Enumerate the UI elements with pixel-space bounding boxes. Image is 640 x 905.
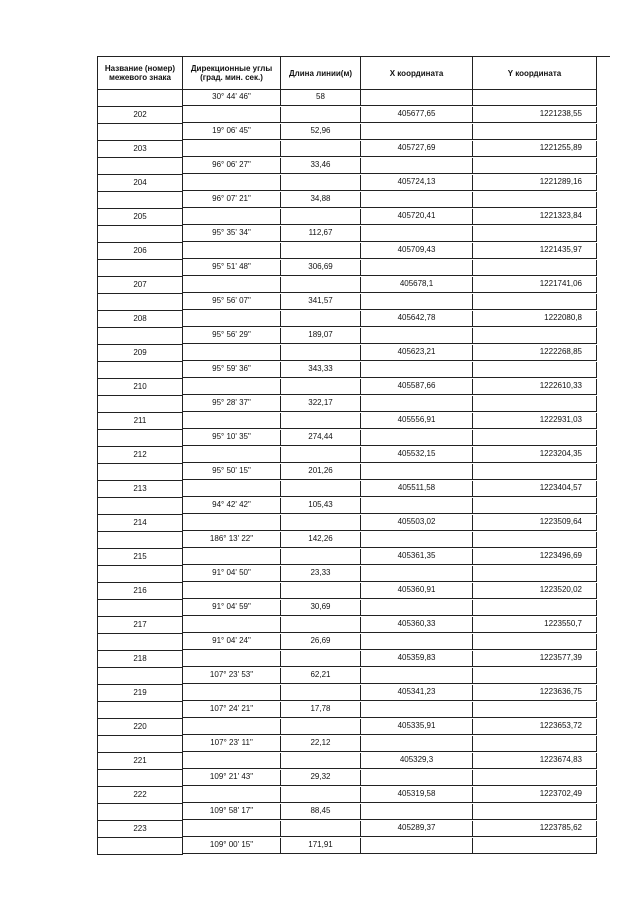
x-coordinate-cell — [361, 124, 473, 140]
line-length: 112,67 — [281, 226, 361, 242]
x-coordinate: 405360,33 — [361, 617, 473, 633]
x-coordinate-cell — [361, 600, 473, 616]
x-coordinate: 405677,65 — [361, 107, 473, 123]
header-angle: Дирекционные углы (град. мин. сек.) — [183, 57, 281, 90]
direction-angle: 91° 04' 59" — [183, 600, 281, 616]
mark-name-cell — [98, 736, 183, 753]
y-coordinate-cell — [473, 770, 597, 786]
x-coordinate-cell — [361, 634, 473, 650]
x-coordinate-cell — [361, 770, 473, 786]
x-coordinate: 405642,78 — [361, 311, 473, 327]
mark-name: 221 — [98, 753, 183, 770]
direction-angle-cell — [183, 549, 281, 565]
line-length-cell — [281, 821, 361, 837]
line-length-cell — [281, 685, 361, 701]
x-coordinate: 405727,69 — [361, 141, 473, 157]
direction-angle: 109° 00' 15" — [183, 838, 281, 854]
mark-name-cell — [98, 600, 183, 617]
line-length-cell — [281, 617, 361, 633]
y-coordinate-cell — [473, 192, 597, 208]
y-coordinate-cell — [473, 838, 597, 854]
y-coordinate: 1221435,97 — [473, 243, 597, 259]
x-coordinate: 405360,91 — [361, 583, 473, 599]
mark-name: 211 — [98, 413, 183, 430]
y-coordinate: 1221238,55 — [473, 107, 597, 123]
y-coordinate-cell — [473, 90, 597, 106]
direction-angle: 95° 51' 48" — [183, 260, 281, 276]
direction-angle-cell — [183, 787, 281, 803]
line-length-cell — [281, 787, 361, 803]
direction-angle: 95° 35' 34" — [183, 226, 281, 242]
x-coordinate: 405329,3 — [361, 753, 473, 769]
y-coordinate: 1222610,33 — [473, 379, 597, 395]
y-coordinate-cell — [473, 294, 597, 310]
y-coordinate-cell — [473, 124, 597, 140]
direction-angle: 186° 13' 22" — [183, 532, 281, 548]
line-length: 322,17 — [281, 396, 361, 412]
mark-name-cell — [98, 464, 183, 481]
y-coordinate: 1223520,02 — [473, 583, 597, 599]
x-coordinate-cell — [361, 328, 473, 344]
line-length-cell — [281, 175, 361, 191]
mark-name: 209 — [98, 345, 183, 362]
line-length-cell — [281, 447, 361, 463]
direction-angle: 91° 04' 50" — [183, 566, 281, 582]
header-x: X координата — [361, 57, 473, 90]
x-coordinate: 405361,35 — [361, 549, 473, 565]
x-coordinate-cell — [361, 702, 473, 718]
line-length-cell — [281, 719, 361, 735]
line-length: 142,26 — [281, 532, 361, 548]
line-length-cell — [281, 413, 361, 429]
y-coordinate: 1223785,62 — [473, 821, 597, 837]
line-length: 274,44 — [281, 430, 361, 446]
direction-angle: 30° 44' 46" — [183, 90, 281, 106]
mark-name-cell — [98, 226, 183, 243]
x-coordinate: 405720,41 — [361, 209, 473, 225]
mark-name-cell — [98, 498, 183, 515]
x-coordinate: 405587,66 — [361, 379, 473, 395]
mark-name-cell — [98, 770, 183, 787]
y-coordinate: 1221741,06 — [473, 277, 597, 293]
direction-angle-cell — [183, 311, 281, 327]
y-coordinate: 1223636,75 — [473, 685, 597, 701]
line-length: 105,43 — [281, 498, 361, 514]
y-coordinate-cell — [473, 430, 597, 446]
y-coordinate-cell — [473, 702, 597, 718]
y-coordinate-cell — [473, 226, 597, 242]
mark-name: 218 — [98, 651, 183, 668]
line-length-cell — [281, 379, 361, 395]
direction-angle-cell — [183, 685, 281, 701]
line-length: 52,96 — [281, 124, 361, 140]
mark-name-cell — [98, 362, 183, 379]
line-length: 341,57 — [281, 294, 361, 310]
direction-angle: 107° 23' 11" — [183, 736, 281, 752]
mark-name: 213 — [98, 481, 183, 498]
y-coordinate: 1221323,84 — [473, 209, 597, 225]
y-coordinate: 1222931,03 — [473, 413, 597, 429]
x-coordinate: 405678,1 — [361, 277, 473, 293]
direction-angle: 107° 23' 53" — [183, 668, 281, 684]
header-length: Длина линии(м) — [281, 57, 361, 90]
y-coordinate-cell — [473, 532, 597, 548]
mark-name-cell — [98, 396, 183, 413]
line-length-cell — [281, 549, 361, 565]
mark-name-cell — [98, 838, 183, 855]
x-coordinate-cell — [361, 260, 473, 276]
direction-angle: 96° 07' 21" — [183, 192, 281, 208]
y-coordinate-cell — [473, 158, 597, 174]
y-coordinate-cell — [473, 668, 597, 684]
y-coordinate-cell — [473, 362, 597, 378]
x-coordinate-cell — [361, 158, 473, 174]
x-coordinate: 405359,83 — [361, 651, 473, 667]
x-coordinate: 405335,91 — [361, 719, 473, 735]
x-coordinate: 405556,91 — [361, 413, 473, 429]
line-length-cell — [281, 277, 361, 293]
line-length-cell — [281, 583, 361, 599]
y-coordinate: 1223674,83 — [473, 753, 597, 769]
line-length: 29,32 — [281, 770, 361, 786]
line-length-cell — [281, 481, 361, 497]
x-coordinate: 405623,21 — [361, 345, 473, 361]
mark-name-cell — [98, 90, 183, 107]
direction-angle-cell — [183, 719, 281, 735]
direction-angle-cell — [183, 447, 281, 463]
direction-angle-cell — [183, 515, 281, 531]
y-coordinate: 1223550,7 — [473, 617, 597, 633]
line-length: 22,12 — [281, 736, 361, 752]
x-coordinate: 405341,23 — [361, 685, 473, 701]
direction-angle: 95° 10' 35" — [183, 430, 281, 446]
direction-angle-cell — [183, 481, 281, 497]
y-coordinate: 1223577,39 — [473, 651, 597, 667]
x-coordinate-cell — [361, 396, 473, 412]
y-coordinate: 1222268,85 — [473, 345, 597, 361]
direction-angle-cell — [183, 651, 281, 667]
direction-angle: 19° 06' 45" — [183, 124, 281, 140]
mark-name-cell — [98, 192, 183, 209]
direction-angle: 109° 21' 43" — [183, 770, 281, 786]
header-y: Y координата — [473, 57, 597, 90]
x-coordinate-cell — [361, 566, 473, 582]
line-length: 33,46 — [281, 158, 361, 174]
mark-name: 206 — [98, 243, 183, 260]
y-coordinate-cell — [473, 396, 597, 412]
x-coordinate: 405289,37 — [361, 821, 473, 837]
x-coordinate-cell — [361, 668, 473, 684]
x-coordinate-cell — [361, 736, 473, 752]
mark-name-cell — [98, 532, 183, 549]
mark-name: 222 — [98, 787, 183, 804]
line-length-cell — [281, 209, 361, 225]
x-coordinate-cell — [361, 532, 473, 548]
line-length: 34,88 — [281, 192, 361, 208]
direction-angle-cell — [183, 345, 281, 361]
line-length-cell — [281, 345, 361, 361]
line-length-cell — [281, 515, 361, 531]
x-coordinate-cell — [361, 362, 473, 378]
x-coordinate: 405503,02 — [361, 515, 473, 531]
header-name: Название (номер) межевого знака — [98, 57, 183, 90]
line-length-cell — [281, 107, 361, 123]
direction-angle: 95° 50' 15" — [183, 464, 281, 480]
mark-name-cell — [98, 430, 183, 447]
mark-name: 220 — [98, 719, 183, 736]
y-coordinate-cell — [473, 634, 597, 650]
line-length: 58 — [281, 90, 361, 106]
direction-angle: 109° 58' 17" — [183, 804, 281, 820]
direction-angle-cell — [183, 821, 281, 837]
direction-angle: 107° 24' 21" — [183, 702, 281, 718]
line-length: 88,45 — [281, 804, 361, 820]
mark-name: 210 — [98, 379, 183, 396]
direction-angle-cell — [183, 243, 281, 259]
line-length: 23,33 — [281, 566, 361, 582]
mark-name-cell — [98, 668, 183, 685]
line-length: 171,91 — [281, 838, 361, 854]
x-coordinate-cell — [361, 804, 473, 820]
x-coordinate-cell — [361, 226, 473, 242]
y-coordinate: 1223653,72 — [473, 719, 597, 735]
direction-angle: 91° 04' 24" — [183, 634, 281, 650]
direction-angle-cell — [183, 617, 281, 633]
x-coordinate-cell — [361, 498, 473, 514]
mark-name-cell — [98, 702, 183, 719]
y-coordinate-cell — [473, 464, 597, 480]
x-coordinate: 405709,43 — [361, 243, 473, 259]
y-coordinate-cell — [473, 260, 597, 276]
x-coordinate: 405319,58 — [361, 787, 473, 803]
mark-name-cell — [98, 158, 183, 175]
mark-name-cell — [98, 566, 183, 583]
mark-name-cell — [98, 260, 183, 277]
line-length: 189,07 — [281, 328, 361, 344]
y-coordinate: 1221255,89 — [473, 141, 597, 157]
line-length: 30,69 — [281, 600, 361, 616]
y-coordinate-cell — [473, 566, 597, 582]
x-coordinate: 405724,13 — [361, 175, 473, 191]
direction-angle-cell — [183, 141, 281, 157]
mark-name-cell — [98, 328, 183, 345]
mark-name: 204 — [98, 175, 183, 192]
line-length-cell — [281, 141, 361, 157]
direction-angle-cell — [183, 583, 281, 599]
mark-name: 207 — [98, 277, 183, 294]
direction-angle-cell — [183, 107, 281, 123]
x-coordinate-cell — [361, 192, 473, 208]
direction-angle: 95° 28' 37" — [183, 396, 281, 412]
x-coordinate-cell — [361, 430, 473, 446]
direction-angle-cell — [183, 753, 281, 769]
mark-name-cell — [98, 294, 183, 311]
y-coordinate: 1223702,49 — [473, 787, 597, 803]
line-length-cell — [281, 243, 361, 259]
mark-name-cell — [98, 634, 183, 651]
direction-angle-cell — [183, 379, 281, 395]
x-coordinate: 405511,58 — [361, 481, 473, 497]
y-coordinate-cell — [473, 498, 597, 514]
mark-name: 205 — [98, 209, 183, 226]
mark-name: 214 — [98, 515, 183, 532]
y-coordinate: 1221289,16 — [473, 175, 597, 191]
line-length: 26,69 — [281, 634, 361, 650]
direction-angle: 94° 42' 42" — [183, 498, 281, 514]
direction-angle: 95° 56' 29" — [183, 328, 281, 344]
line-length-cell — [281, 753, 361, 769]
x-coordinate-cell — [361, 464, 473, 480]
direction-angle: 96° 06' 27" — [183, 158, 281, 174]
y-coordinate: 1222080,8 — [473, 311, 597, 327]
mark-name: 223 — [98, 821, 183, 838]
y-coordinate-cell — [473, 736, 597, 752]
mark-name: 203 — [98, 141, 183, 158]
mark-name-cell — [98, 804, 183, 821]
mark-name: 212 — [98, 447, 183, 464]
direction-angle-cell — [183, 277, 281, 293]
mark-name: 215 — [98, 549, 183, 566]
y-coordinate: 1223204,35 — [473, 447, 597, 463]
y-coordinate-cell — [473, 600, 597, 616]
line-length: 343,33 — [281, 362, 361, 378]
mark-name: 208 — [98, 311, 183, 328]
mark-name: 216 — [98, 583, 183, 600]
mark-name-cell — [98, 124, 183, 141]
boundary-coordinates-table — [97, 56, 610, 855]
x-coordinate-cell — [361, 294, 473, 310]
y-coordinate: 1223496,69 — [473, 549, 597, 565]
x-coordinate-cell — [361, 838, 473, 854]
y-coordinate: 1223509,64 — [473, 515, 597, 531]
line-length: 306,69 — [281, 260, 361, 276]
direction-angle-cell — [183, 175, 281, 191]
y-coordinate-cell — [473, 328, 597, 344]
y-coordinate-cell — [473, 804, 597, 820]
x-coordinate-cell — [361, 90, 473, 106]
direction-angle: 95° 56' 07" — [183, 294, 281, 310]
mark-name: 219 — [98, 685, 183, 702]
mark-name: 202 — [98, 107, 183, 124]
direction-angle: 95° 59' 36" — [183, 362, 281, 378]
line-length-cell — [281, 311, 361, 327]
line-length: 62,21 — [281, 668, 361, 684]
y-coordinate: 1223404,57 — [473, 481, 597, 497]
direction-angle-cell — [183, 209, 281, 225]
line-length: 201,26 — [281, 464, 361, 480]
line-length-cell — [281, 651, 361, 667]
line-length: 17,78 — [281, 702, 361, 718]
direction-angle-cell — [183, 413, 281, 429]
x-coordinate: 405532,15 — [361, 447, 473, 463]
mark-name: 217 — [98, 617, 183, 634]
